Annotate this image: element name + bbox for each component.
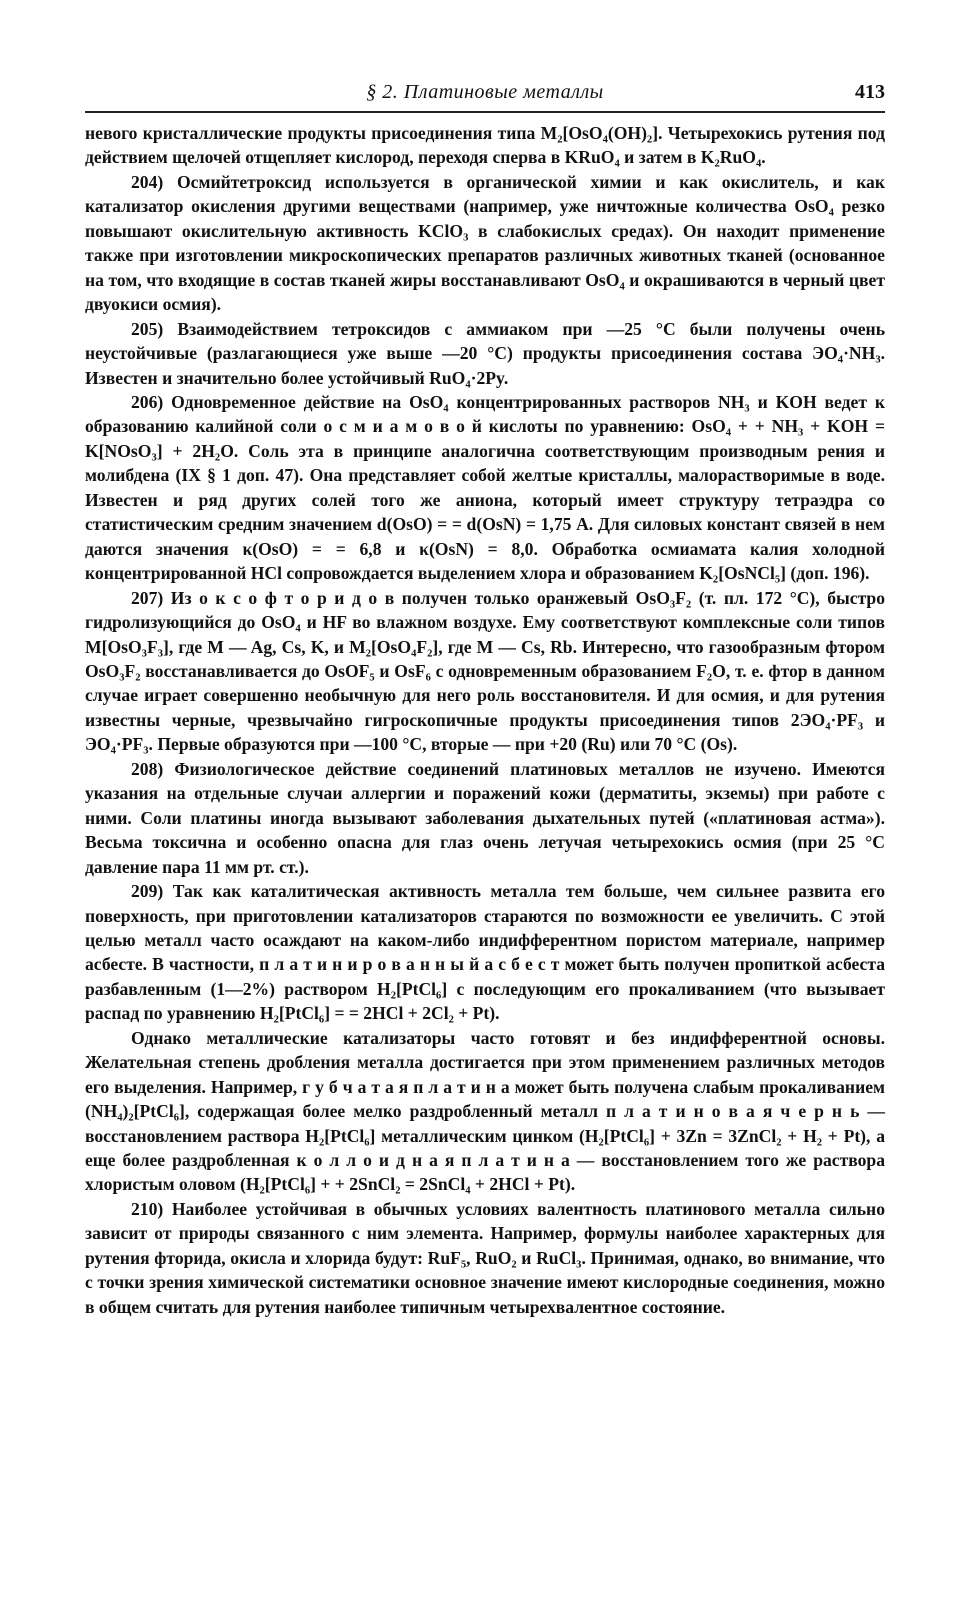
book-page [85,75,885,1319]
note-number: 208) [131,758,164,779]
note-number: 206) [131,391,164,412]
paragraph-text: Взаимодействием тетроксидов с аммиаком при —25 °С были получены очень неустойчивые (разлагающиеся уже выше —20 °С) продукты присоединения состава ЭO₄·NH₃. Известен и значительно более устойчивый RuO₄·2Py. [85,318,885,388]
note-number: 209) [131,881,164,902]
note-number: 210) [131,1198,164,1219]
header-rule [85,111,885,113]
paragraph-text: Осмийтетроксид используется в органической химии и как окислитель, и как катализатор окисления другими веществами (например, уже ничтожные количества OsO₄ резко повышают окислительную активность KClO₃ в слабокислых средах). Он находит применение также при изготовлении микроскопических препаратов различных животных тканей (основанное на том, что входящие в состав тканей жиры восстанавливают OsO₄ и окрашиваются в черный цвет двуокиси осмия). [85,171,885,315]
paragraph-text: Из о к с о ф т о р и д о в получен только оранжевый OsO₃F₂ (т. пл. 172 °С), быстро гидролизующийся до OsO₄ и HF во влажном воздухе. Ему соответствуют комплексные соли типов M[OsO₃F₃], где M — Ag, Cs, K, и M₂[OsO₄F₂], где M — Cs, Rb. Интересно, что газообразным фтором OsO₃F₂ восстанавливается до OsOF₅ и OsF₆ с одновременным образованием F₂O, т. е. фтор в данном случае играет совершенно необычную для него роль восстановителя. И для осмия, и для рутения известны черные, чрезвычайно гигроскопичные продукты присоединения типов 2ЭO₄·PF₃ и ЭO₄·PF₃. Первые образуются при —100 °С, вторые — при +20 (Ru) или 70 °С (Os). [85,587,886,755]
note-209 [85,879,885,1026]
running-title: § 2. Платиновые металлы [366,81,604,103]
paragraph-209-continued [85,1026,885,1197]
note-208 [85,757,885,879]
paragraph-text: Одновременное действие на OsO₄ концентрированных растворов NH₃ и KOH ведет к образованию калийной соли о с м и а м о в о й кислоты по уравнению: OsO₄ + + NH₃ + KOH = K[NOsO₃] + 2H₂O. Соль эта в принципе аналогична соответствующим производным рения и молибдена (IX § 1 доп. 47). Она представляет собой желтые кристаллы, малорастворимые в воде. Известен и ряд других солей того же аниона, который имеет структуру тетраэдра со статистическим средним значением d(OsO) = = d(OsN) = 1,75 А. Для силовых констант связей в нем даются значения κ(OsO) = = 6,8 и κ(OsN) = 8,0. Обработка осмиамата калия холодной концентрированной HCl сопровождается выделением хлора и образованием K₂[OsNCl₅] (доп. 196). [85,391,885,584]
paragraph-text: Наиболее устойчивая в обычных условиях валентность платинового металла сильно зависит от природы связанного с ним элемента. Например, формулы наиболее характерных для рутения фторида, окисла и хлорида будут: RuF₅, RuO₂ и RuCl₃. Принимая, однако, во внимание, что с точки зрения химической систематики основное значение имеют кислородные соединения, можно в общем считать для рутения наиболее типичным четырехвалентное состояние. [85,1198,885,1317]
note-210 [85,1197,885,1319]
note-207 [85,586,885,757]
paragraph-text: Однако металлические катализаторы часто готовят и без индифферентной основы. Желательная степень дробления металла достигается при этом применением различных методов его выделения. Например, г у б ч а т а я п л а т и н а может быть получена слабым прокаливанием (NH₄)₂[PtCl₆], содержащая более мелко раздробленный металл п л а т и н о в а я ч е р н ь — восстановлением раствора H₂[PtCl₆] металлическим цинком (H₂[PtCl₆] + 3Zn = 3ZnCl₂ + H₂ + Pt), а еще более раздробленная к о л л о и д н а я п л а т и н а — восстановлением того же раствора хлористым оловом (H₂[PtCl₆] + + 2SnCl₂ = 2SnCl₄ + 2HCl + Pt). [85,1027,885,1195]
page-header [85,75,885,111]
body-text [85,121,885,1319]
paragraph-text: невого кристаллические продукты присоединения типа M₂[OsO₄(OH)₂]. Четырехокись рутения под действием щелочей отщепляет кислород, переходя сперва в KRuO₄ и затем в K₂RuO₄. [85,123,885,168]
note-number: 205) [131,318,164,339]
note-205 [85,317,885,390]
note-number: 204) [131,171,164,192]
note-number: 207) [131,587,164,608]
paragraph-continued [85,121,885,170]
paragraph-text: Так как каталитическая активность металла тем больше, чем сильнее развита его поверхность, при приготовлении катализаторов стараются по возможности ее увеличить. С этой целью металл часто осаждают на каком-либо индифферентном пористом материале, например асбесте. В частности, п л а т и н и р о в а н н ы й а с б е с т может быть получен пропиткой асбеста разбавленным (1—2%) раствором H₂[PtCl₆] с последующим его прокаливанием (что вызывает распад по уравнению H₂[PtCl₆] = = 2HCl + 2Cl₂ + Pt). [85,881,885,1024]
note-204 [85,170,885,317]
page-number: 413 [855,81,885,103]
note-206 [85,390,885,586]
paragraph-text: Физиологическое действие соединений платиновых металлов не изучено. Имеются указания на отдельные случаи аллергии и поражений кожи (дерматиты, экземы) при работе с ними. Соли платины иногда вызывают заболевания дыхательных путей («платиновая астма»). Весьма токсична и особенно опасна для глаз очень летучая четырехокись осмия (при 25 °С давление пара 11 мм рт. ст.). [85,758,885,877]
